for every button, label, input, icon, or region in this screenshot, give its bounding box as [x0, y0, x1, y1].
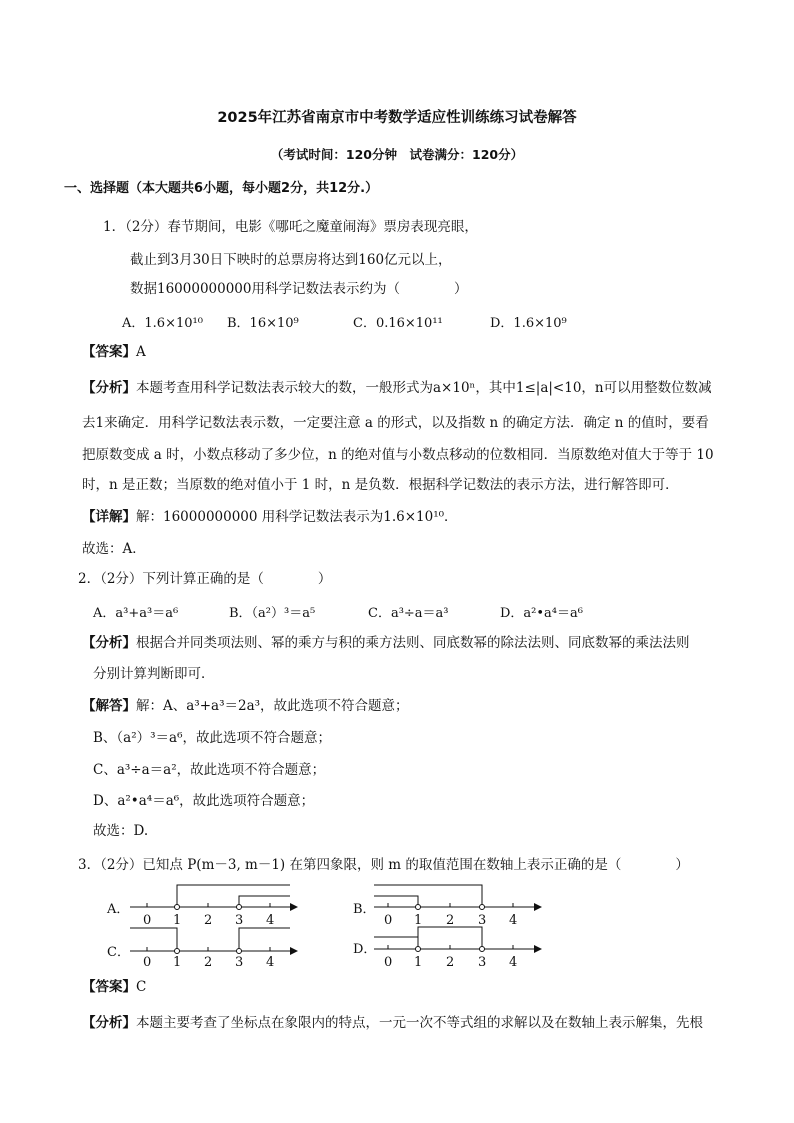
exam-info: （考试时间：120分钟 试卷满分：120分）	[270, 147, 524, 162]
tick-1: 1	[414, 955, 423, 970]
q3-option-a-label: A．	[107, 902, 130, 917]
tick-0: 0	[384, 955, 393, 970]
tick-4: 4	[509, 913, 518, 928]
solve-tag: 【解答】	[82, 698, 136, 714]
q2-choose: 故选：D.	[93, 823, 149, 839]
q3-analysis-line1	[82, 1014, 703, 1032]
tick-3: 3	[478, 955, 487, 970]
q2-solve-line3: C、a³÷a＝a²，故此选项不符合题意；	[93, 762, 326, 778]
tick-4: 4	[509, 955, 518, 970]
tick-3: 3	[478, 913, 487, 928]
tick-0: 0	[143, 955, 152, 970]
q2-option-d: D．a²•a⁴＝a⁶	[500, 606, 583, 621]
answer-value: A	[136, 344, 146, 360]
analysis-tag: 【分析】	[82, 380, 136, 396]
q1-option-b: B．16×10⁹	[227, 316, 299, 331]
detail-text: 解：16000000000 用科学记数法表示为1.6×10¹⁰．	[136, 509, 458, 525]
answer-tag: 【答案】	[82, 344, 136, 360]
analysis-text: 本题考查用科学记数法表示较大的数，一般形式为a×10ⁿ，其中1≤|a|<10，n可以用整数位数减	[136, 380, 712, 396]
number-line-c	[130, 925, 310, 979]
q3-stem: 3．（2分）已知点 P(m－3, m－1) 在第四象限，则 m 的取值范围在数轴上表示正确的是（ ）	[78, 857, 689, 873]
q1-option-a: A．1.6×10¹⁰	[122, 316, 203, 331]
analysis-text: 本题主要考查了坐标点在象限内的特点，一元一次不等式组的求解以及在数轴上表示解集，先根	[136, 1015, 703, 1031]
tick-1: 1	[173, 913, 182, 928]
q3-option-c-label: C．	[107, 945, 130, 960]
answer-value: C	[136, 979, 147, 995]
q1-analysis-line3: 把原数变成 a 时，小数点移动了多少位，n 的绝对值与小数点移动的位数相同．当原数绝对值大于等于 10	[82, 447, 714, 463]
q1-analysis-line1	[82, 379, 712, 397]
q1-option-d: D．1.6×10⁹	[490, 316, 567, 331]
q3-answer	[82, 978, 146, 996]
q1-stem-line2: 截止到3月30日下映时的总票房将达到160亿元以上，	[130, 252, 452, 268]
page-title: 2025年江苏省南京市中考数学适应性训练练习试卷解答	[217, 110, 577, 126]
analysis-text: 根据合并同类项法则、幂的乘方与积的乘方法则、同底数幂的除法法则、同底数幂的乘法法则	[136, 635, 690, 651]
q1-stem-line1: 1．（2分）春节期间，电影《哪吒之魔童闹海》票房表现亮眼，	[103, 219, 478, 235]
q2-solve-line2: B、（a²）³＝a⁶，故此选项不符合题意；	[93, 730, 332, 746]
tick-3: 3	[235, 913, 244, 928]
tick-1: 1	[173, 955, 182, 970]
tick-2: 2	[446, 913, 455, 928]
detail-tag: 【详解】	[82, 509, 136, 525]
tick-2: 2	[204, 913, 213, 928]
analysis-tag: 【分析】	[82, 635, 136, 651]
q1-analysis-line2: 去1来确定．用科学记数法表示数，一定要注意 a 的形式，以及指数 n 的确定方法．确定 n 的值时，要看	[82, 415, 709, 431]
tick-0: 0	[143, 913, 152, 928]
q2-option-a: A．a³+a³＝a⁶	[93, 606, 179, 621]
answer-tag: 【答案】	[82, 979, 136, 995]
q2-stem: 2．（2分）下列计算正确的是（ ）	[78, 571, 332, 587]
q2-option-b: B．（a²）³＝a⁵	[229, 606, 316, 621]
q1-analysis-line4: 时，n 是正数；当原数的绝对值小于 1 时，n 是负数．根据科学记数法的表示方法，进行解答即可．	[82, 477, 679, 493]
tick-1: 1	[414, 913, 423, 928]
q2-solve-line1	[82, 697, 409, 715]
q1-stem-line3: 数据16000000000用科学记数法表示约为（ ）	[130, 281, 468, 297]
tick-4: 4	[266, 913, 275, 928]
tick-3: 3	[235, 955, 244, 970]
q1-answer	[82, 343, 146, 361]
tick-4: 4	[266, 955, 275, 970]
number-line-d	[374, 922, 554, 976]
analysis-tag: 【分析】	[82, 1015, 136, 1031]
q2-option-c: C．a³÷a＝a³	[368, 606, 449, 621]
tick-2: 2	[204, 955, 213, 970]
q2-analysis-line1	[82, 634, 690, 652]
solve-text: 解：A、a³+a³＝2a³，故此选项不符合题意；	[136, 698, 409, 714]
q2-solve-line4: D、a²•a⁴＝a⁶，故此选项符合题意；	[93, 793, 315, 809]
q3-option-b-label: B．	[353, 902, 376, 917]
q1-detail	[82, 508, 458, 526]
q1-option-c: C．0.16×10¹¹	[353, 316, 443, 331]
q1-choose: 故选：A．	[82, 541, 146, 557]
section-heading: 一、选择题（本大题共6小题，每小题2分，共12分.）	[64, 181, 379, 196]
tick-0: 0	[384, 913, 393, 928]
tick-2: 2	[446, 955, 455, 970]
q2-analysis-line2: 分别计算判断即可．	[93, 666, 215, 682]
q3-option-d-label: D．	[353, 942, 377, 957]
